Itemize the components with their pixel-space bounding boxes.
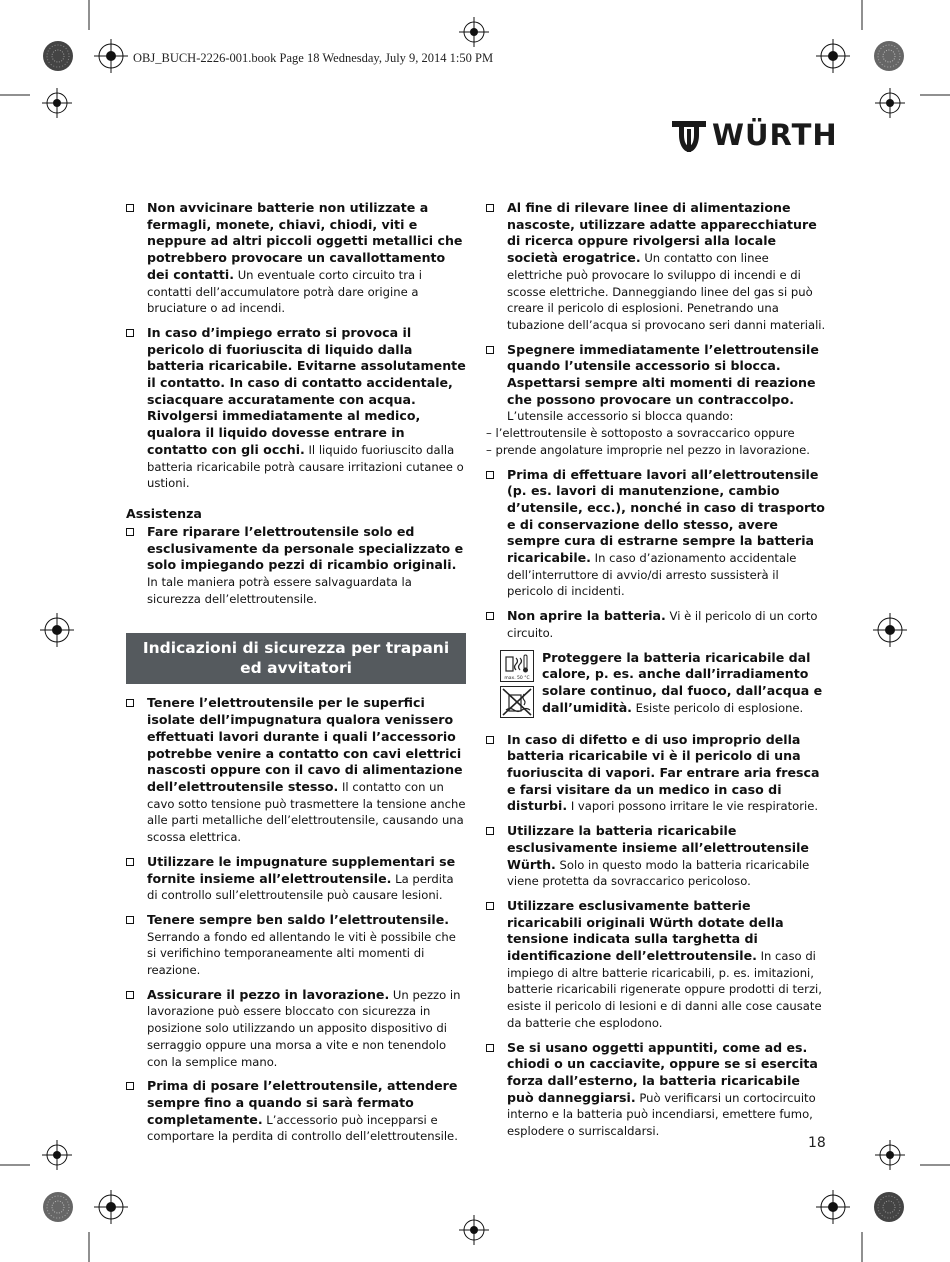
list-item	[126, 912, 466, 979]
warning-icons	[500, 650, 534, 722]
item-text: Il liquido fuoriuscito dalla batteria ricaricabile potrà causare irritazioni cutanee o ustioni.	[147, 442, 464, 491]
svg-text:max. 50 °C: max. 50 °C	[504, 675, 530, 681]
page-number: 18	[808, 1135, 826, 1151]
list-item	[486, 467, 826, 601]
heat-warning-icon	[500, 650, 534, 682]
list-item	[486, 1040, 826, 1140]
wurth-logo-icon	[672, 121, 706, 153]
fire-water-warning-icon	[500, 686, 534, 718]
list-item	[126, 200, 466, 317]
list-item	[126, 1078, 466, 1145]
item-bold-text: Prima di effettuare lavori all’elettroutensile (p. es. lavori di manutenzione, cambio d’utensile, ecc.), nonché in caso di trasporto e di conservazione dello stesso, avere sempre cura di estrarne sempre la batteria ricaricabile.	[507, 466, 825, 566]
checkbox-bullet-icon	[486, 1044, 494, 1052]
list-item	[126, 325, 466, 492]
section-banner: Indicazioni di sicurezza per trapani ed avvitatori	[126, 633, 466, 684]
list-item	[486, 200, 826, 334]
warning-item	[486, 650, 826, 722]
item-text: I vapori possono irritare le vie respiratorie.	[567, 799, 819, 814]
item-text: Un eventuale corto circuito tra i contatti dell’accumulatore potrà dare origine a bruciature o ad incendi.	[147, 267, 422, 316]
list-item	[486, 342, 826, 459]
checkbox-bullet-icon	[486, 736, 494, 744]
item-text: Vi è il pericolo di un corto circuito.	[507, 609, 818, 640]
item-text: In tale maniera potrà essere salvaguardata la sicurezza dell’elettroutensile.	[147, 575, 412, 606]
item-bold-text: Non avvicinare batterie non utilizzate a fermagli, monete, chiavi, chiodi, viti e neppure ad altri piccoli oggetti metallici che potrebbero provocare un cavallottamento dei contatti.	[147, 200, 463, 282]
checkbox-bullet-icon	[486, 902, 494, 910]
checkbox-bullet-icon	[126, 204, 134, 212]
item-bold-text: In caso d’impiego errato si provoca il pericolo di fuoriuscita di liquido dalla batteria ricaricabile. Evitarne assolutamente il contatto. In caso di contatto accidentale, sciacquare accuratamente con acqua. Rivolgersi immediatamente al medico, qualora il liquido dovesse entrare in contatto con gli occhi.	[147, 324, 466, 457]
item-bold-text: Spegnere immediatamente l’elettroutensile quando l’utensile accessorio si blocca. Aspettarsi sempre alti momenti di reazione che possono provocare un contraccolpo.	[507, 341, 819, 407]
item-text: Solo in questo modo la batteria ricaricabile viene protetta da sovraccarico pericoloso.	[507, 857, 810, 889]
item-bold-text: Proteggere la batteria ricaricabile dal calore, p. es. anche dall’irradiamento solare continuo, dal fuoco, dall’acqua e dall’umidità.	[542, 649, 823, 715]
checkbox-bullet-icon	[486, 471, 494, 479]
item-text: L’utensile accessorio si blocca quando:	[507, 409, 734, 424]
checkbox-bullet-icon	[126, 991, 134, 999]
print-header: OBJ_BUCH-2226-001.book Page 18 Wednesday, July 9, 2014 1:50 PM	[133, 51, 494, 65]
list-item	[126, 695, 466, 845]
item-bold-text: Assicurare il pezzo in lavorazione.	[147, 986, 390, 1002]
item-text: La perdita di controllo sull’elettroutensile può causare lesioni.	[147, 871, 454, 903]
item-text: Un pezzo in lavorazione può essere bloccato con sicurezza in posizione solo utilizzando un apposito dispositivo di serraggio oppure una morsa a vite e non tenendolo con la semplice mano.	[147, 987, 461, 1069]
item-bold-text: Prima di posare l’elettroutensile, attendere sempre fino a quando si sarà fermato completamente.	[147, 1078, 458, 1127]
wurth-logo	[672, 118, 838, 161]
left-column	[126, 200, 466, 1153]
checkbox-bullet-icon	[486, 204, 494, 212]
item-bold-text: Fare riparare l’elettroutensile solo ed esclusivamente da personale specializzato e solo impiegando pezzi di ricambio originali.	[147, 523, 464, 573]
checkbox-bullet-icon	[126, 329, 134, 337]
item-bold-text: Tenere sempre ben saldo l’elettroutensile.	[147, 911, 450, 927]
list-item	[126, 524, 466, 608]
list-item	[126, 854, 466, 904]
dash-item: – prende angolature improprie nel pezzo in lavorazione.	[486, 442, 810, 457]
item-bold-text: Al fine di rilevare linee di alimentazione nascoste, utilizzare adatte apparecchiature di ricerca oppure rivolgersi alla locale società erogatrice.	[507, 200, 817, 266]
item-text: Un contatto con linee elettriche può provocare lo sviluppo di incendi e di scosse elettriche. Danneggiando linee del gas si può creare il pericolo di esplosioni. Penetrando una tubazione dell’acqua si provocano seri danni materiali.	[507, 251, 826, 332]
item-bold-text: Utilizzare le impugnature supplementari se fornite insieme all’elettroutensile.	[147, 853, 456, 886]
item-text: L’accessorio può incepparsi e comportare la perdita di controllo dell’elettroutensile.	[147, 1112, 458, 1144]
item-bold-text: Non aprire la batteria.	[507, 608, 666, 624]
checkbox-bullet-icon	[126, 916, 134, 924]
item-text: Serrando a fondo ed allentando le viti è possibile che si verifichino temporaneamente alti momenti di reazione.	[147, 929, 456, 978]
item-text: In caso di impiego di altre batterie ricaricabili, p. es. imitazioni, batterie ricaricabili rigenerate oppure prodotti di terzi, esiste il pericolo di lesioni e di danni alle cose causate da batterie che esplodono.	[507, 949, 822, 1030]
item-bold-text: Utilizzare la batteria ricaricabile esclusivamente insieme all’elettroutensile Würth.	[507, 823, 809, 872]
list-item	[126, 987, 466, 1071]
item-text: Può verificarsi un cortocircuito interno e la batteria può incendiarsi, emettere fumo, esplodere o surriscaldarsi.	[507, 1090, 816, 1139]
list-item	[486, 823, 826, 890]
right-column	[486, 200, 826, 1148]
checkbox-bullet-icon	[486, 346, 494, 354]
list-item	[486, 608, 826, 641]
dash-item: – l’elettroutensile è sottoposto a sovraccarico oppure	[486, 426, 795, 441]
checkbox-bullet-icon	[126, 1082, 134, 1090]
item-text: Il contatto con un cavo sotto tensione può trasmettere la tensione anche alle parti metalliche dell’elettroutensile, causando una scossa elettrica.	[147, 779, 466, 845]
list-item	[486, 732, 826, 816]
item-bold-text: Tenere l’elettroutensile per le superfici isolate dell’impugnatura qualora venissero effettuati lavori durante i quali l’accessorio potrebbe venire a contatto con cavi elettrici nascosti oppure con il cavo di alimentazione dell’elettroutensile stesso.	[147, 695, 463, 794]
checkbox-bullet-icon	[126, 528, 134, 536]
item-bold-text: Se si usano oggetti appuntiti, come ad es. chiodi o un cacciavite, oppure se si esercita forza dall’esterno, la batteria ricaricabile può danneggiarsi.	[507, 1039, 818, 1105]
list-item	[486, 898, 826, 1032]
item-bold-text: Utilizzare esclusivamente batterie ricaricabili originali Würth dotate della tensione indicata sulla targhetta di identificazione dell’elettroutensile.	[507, 897, 784, 964]
checkbox-bullet-icon	[126, 699, 134, 707]
item-bold-text: In caso di difetto e di uso improprio della batteria ricaricabile vi è il pericolo di una fuoriuscita di vapori. Far entrare aria fresca e farsi visitare da un medico in caso di disturbi.	[507, 731, 820, 814]
item-text: In caso d’azionamento accidentale dell’interruttore di avvio/di arresto sussisterà il pericolo di incidenti.	[507, 551, 797, 599]
brand-name: WÜRTH	[712, 118, 838, 152]
checkbox-bullet-icon	[126, 858, 134, 866]
item-text: Esiste pericolo di esplosione.	[631, 700, 804, 715]
section-heading-assistenza: Assistenza	[126, 505, 202, 521]
checkbox-bullet-icon	[486, 612, 494, 620]
checkbox-bullet-icon	[486, 827, 494, 835]
